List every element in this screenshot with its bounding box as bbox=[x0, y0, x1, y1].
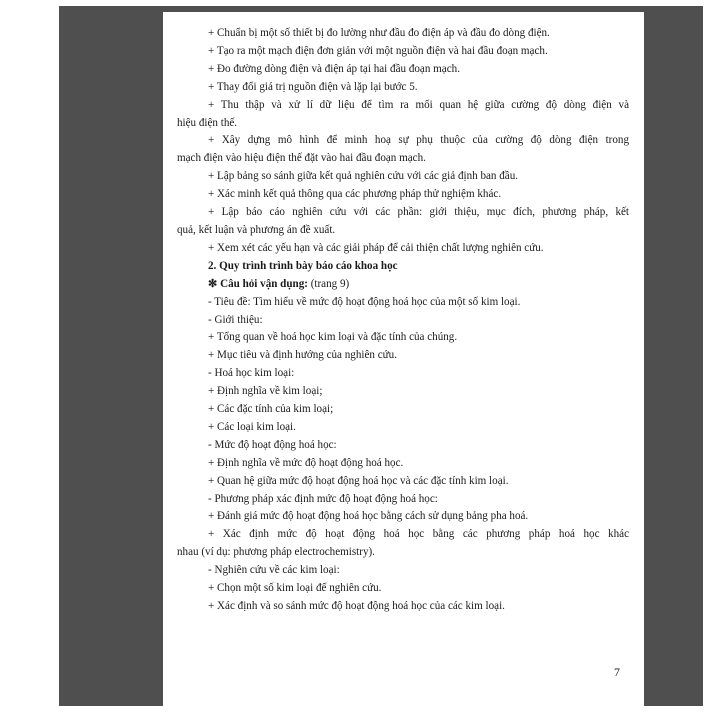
text-line: + Xây dựng mô hình để minh hoạ sự phụ thuộc của cường độ dòng điện trong bbox=[208, 134, 629, 147]
text-line: + Xem xét các yếu hạn và các giải pháp để cải thiện chất lượng nghiên cứu. bbox=[208, 241, 544, 254]
text-line: - Phương pháp xác định mức độ hoạt động hoá học: bbox=[208, 492, 438, 505]
text-line: + Lập báo cáo nghiên cứu với các phần: giới thiệu, mục đích, phương pháp, kết bbox=[208, 206, 629, 219]
text-line: - Mức độ hoạt động hoá học: bbox=[208, 438, 337, 451]
question-page-ref: (trang 9) bbox=[307, 277, 350, 290]
text-line: - Giới thiệu: bbox=[208, 313, 263, 326]
text-line: + Xác định mức độ hoạt động hoá học bằng các phương pháp hoá học khác bbox=[208, 528, 629, 541]
page-number: 7 bbox=[614, 665, 620, 679]
text-line: + Đánh giá mức độ hoạt động hoá học bằng cách sử dụng bảng pha hoá. bbox=[208, 510, 529, 523]
text-line: + Thay đổi giá trị nguồn điện và lặp lại bước 5. bbox=[208, 80, 418, 93]
text-line: + Các đặc tính của kim loại; bbox=[208, 403, 334, 416]
text-line: mạch điện vào hiệu điện thế đặt vào hai đầu đoạn mạch. bbox=[177, 152, 426, 165]
document-page bbox=[163, 12, 644, 712]
text-line: + Các loại kim loại. bbox=[208, 420, 296, 433]
text-line: + Thu thập và xử lí dữ liệu để tìm ra mối quan hệ giữa cường độ dòng điện và bbox=[208, 98, 629, 111]
text-line: + Xác định và so sánh mức độ hoạt động hoá học của các kim loại. bbox=[208, 600, 505, 612]
text-line: + Quan hệ giữa mức độ hoạt động hoá học và các đặc tính kim loại. bbox=[208, 474, 509, 487]
text-line: + Lập bảng so sánh giữa kết quả nghiên cứu với các giả định ban đầu. bbox=[208, 170, 519, 183]
text-line: + Đo đường dòng điện và điện áp tại hai đầu đoạn mạch. bbox=[208, 62, 460, 75]
page-content bbox=[177, 25, 629, 616]
text-line: nhau (ví dụ: phương pháp electrochemistry). bbox=[177, 546, 375, 559]
text-line: hiệu điện thế. bbox=[177, 116, 238, 129]
text-line: quả, kết luận và phương án đề xuất. bbox=[177, 223, 336, 236]
text-line: + Mục tiêu và định hướng của nghiên cứu. bbox=[208, 349, 397, 362]
text-line: - Nghiên cứu về các kim loại: bbox=[208, 564, 340, 577]
document-viewer bbox=[59, 6, 703, 706]
text-line: + Định nghĩa về mức độ hoạt động hoá học. bbox=[208, 456, 404, 469]
text-line: + Tổng quan về hoá học kim loại và đặc tính của chúng. bbox=[208, 331, 458, 344]
text-line: + Chọn một số kim loại để nghiên cứu. bbox=[208, 582, 382, 595]
text-line: - Hoá học kim loại: bbox=[208, 367, 295, 380]
text-line: + Định nghĩa về kim loại; bbox=[208, 385, 323, 398]
question-label: ✼ Câu hỏi vận dụng: bbox=[208, 277, 308, 290]
text-line: + Xác minh kết quả thông qua các phương pháp thử nghiệm khác. bbox=[208, 188, 502, 201]
question-heading bbox=[177, 276, 629, 294]
text-line: - Tiêu đề: Tìm hiểu về mức độ hoạt động hoá học của một số kim loại. bbox=[208, 295, 521, 308]
text-line: + Chuẩn bị một số thiết bị đo lường như đầu đo điện áp và đầu đo dòng điện. bbox=[208, 27, 550, 39]
section-heading: 2. Quy trình trình bày báo cáo khoa học bbox=[208, 259, 398, 272]
text-line: + Tạo ra một mạch điện đơn giản với một nguồn điện và hai đầu đoạn mạch. bbox=[208, 44, 548, 57]
